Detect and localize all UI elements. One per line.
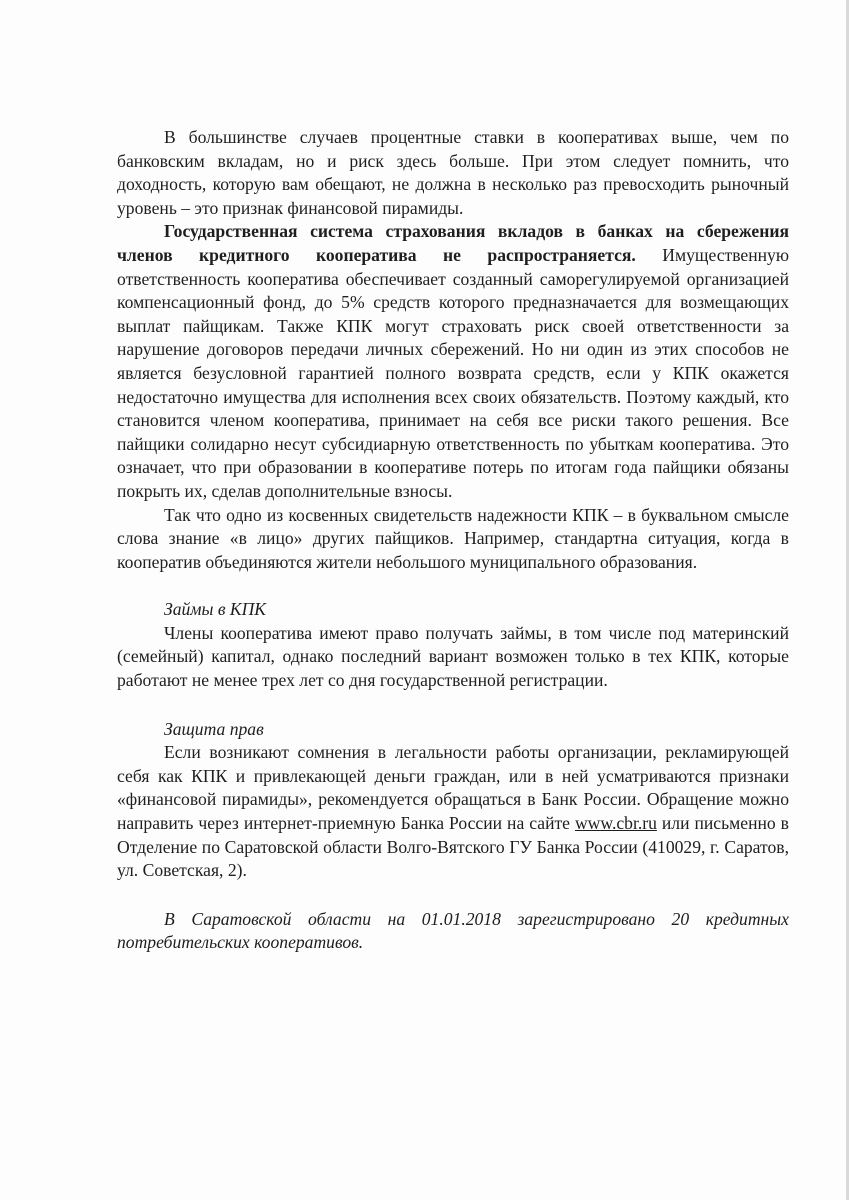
paragraph-interest-rates (117, 126, 789, 220)
deposit-insurance-bold-statement: Государственная система страхования вкладов в банках на сбережения членов кредитного кооператива не распространяется. (117, 221, 789, 265)
document-body (117, 126, 789, 955)
section-heading-loans: Займы в КПК (164, 599, 266, 620)
paragraph-deposit-insurance-text: Имущественную ответственность кооператива обеспечивает созданный саморегулируемой организацией компенсационный фонд, до 5% средств которого предназначается для возмещающих выплат пайщикам. Также КПК могут страховать риск своей ответственности за нарушение договоров передачи личных сбережений. Но ни один из этих способов не является безусловной гарантией полного возврата средств, если у КПК окажется недостаточно имущества для исполнения всех своих обязательств. Поэтому каждый, кто становится членом кооператива, принимает на себя все риски такого решения. Все пайщики солидарно несут субсидиарную ответственность по убыткам кооператива. Это означает, что при образовании в кооперативе потерь по итогам года пайщики обязаны покрыть их, сделав дополнительные взносы. (117, 244, 789, 501)
paragraph-rights-text-continued: или письменно в Отделение по Саратовской области Волго-Вятского ГУ Банка России (410029, г. Саратов, ул. Советская, 2). (117, 813, 789, 881)
paragraph-reliability (117, 504, 789, 575)
paragraph-deposit-insurance (117, 220, 789, 503)
spacer (117, 883, 789, 908)
spacer (117, 574, 789, 598)
paragraph-reliability-text: Так что одно из косвенных свидетельств надежности КПК – в буквальном смысле слова знание «в лицо» других пайщиков. Например, стандартна ситуация, когда в кооператив объединяются жители небольшого муниципального образования. (117, 504, 789, 572)
paragraph-rights (117, 741, 789, 883)
paragraph-interest-rates-text: В большинстве случаев процентные ставки в кооперативах выше, чем по банковским вкладам, но и риск здесь больше. При этом следует помнить, что доходность, которую вам обещают, не должна в несколько раз превосходить рыночный уровень – это признак финансовой пирамиды. (117, 127, 789, 218)
paragraph-rights-text: Если возникают сомнения в легальности работы организации, рекламирующей себя как КПК и привлекающей деньги граждан, или в ней усматриваются признаки «финансовой пирамиды», рекомендуется обращаться в Банк России. Обращение можно направить через интернет-приемную Банка России на сайте (117, 742, 789, 834)
spacer (117, 693, 789, 718)
closing-statement: В Саратовской области на 01.01.2018 зарегистрировано 20 кредитных потребительских кооперативов. (117, 908, 789, 953)
cbr-website-link[interactable]: www.cbr.ru (574, 813, 657, 834)
paragraph-loans (117, 622, 789, 693)
paragraph-loans-text: Члены кооператива имеют право получать займы, в том числе под материнский (семейный) капитал, однако последний вариант возможен только в тех КПК, которые работают не менее трех лет со дня государственной регистрации. (117, 622, 789, 691)
section-heading-rights: Защита прав (164, 718, 264, 739)
